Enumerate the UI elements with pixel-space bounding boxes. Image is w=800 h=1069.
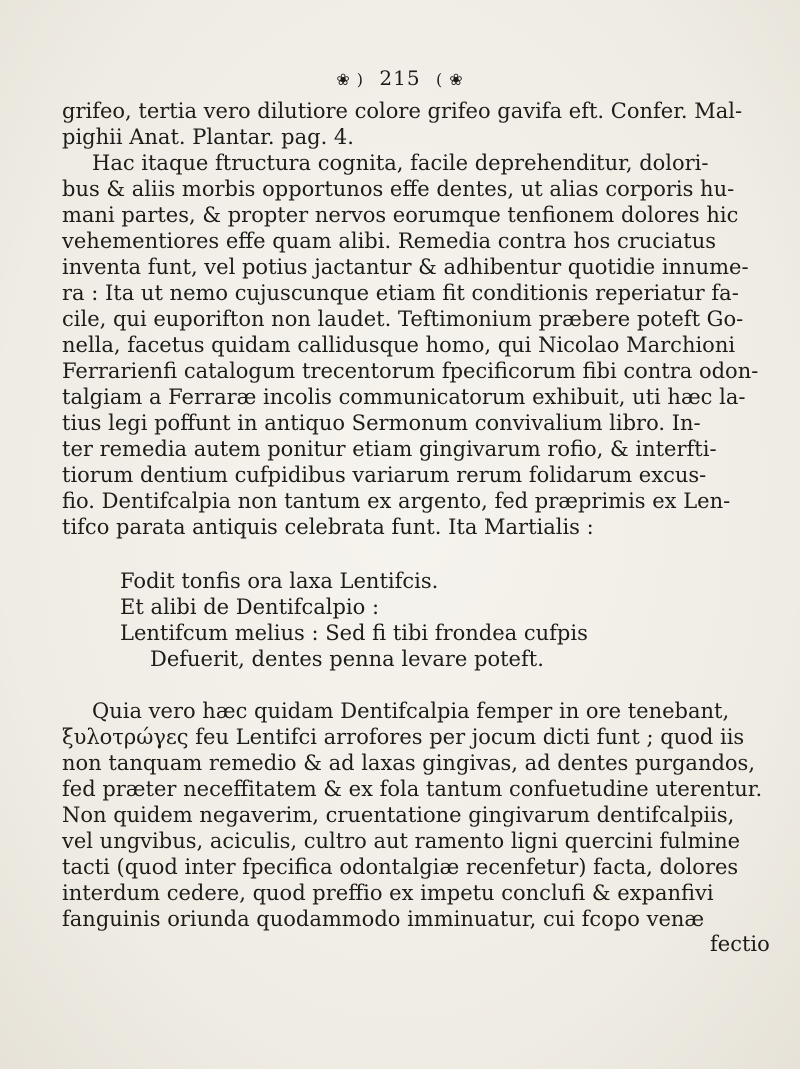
text-line: bus & aliis morbis opportunos effe dentes, ut alias corporis hu-: [62, 177, 735, 201]
text-line: Ferrarienfi catalogum trecentorum fpecificorum fibi contra odon-: [62, 359, 759, 383]
text-line: Hac itaque ftructura cognita, facile deprehenditur, dolori-: [92, 151, 709, 175]
text-line: tiorum dentium cufpidibus variarum rerum folidarum excus-: [62, 463, 707, 487]
text-line: ter remedia autem ponitur etiam gingivarum rofio, & interfti-: [62, 437, 717, 461]
page-number: 215: [379, 66, 421, 90]
text-line: talgiam a Ferraræ incolis communicatorum exhibuit, uti hæc la-: [62, 385, 746, 409]
verse-line: Et alibi de Dentifcalpio :: [120, 595, 380, 619]
text-line: mani partes, & propter nervos eorumque tenfionem dolores hic: [62, 203, 739, 227]
catchword: fectio: [710, 932, 770, 956]
text-line: interdum cedere, quod preffio ex impetu conclufi & expanfivi: [62, 881, 714, 905]
text-line: ξυλοτρώγες feu Lentifci arrofores per jocum dicti funt ; quod iis: [62, 725, 745, 749]
text-line: tius legi poffunt in antiquo Sermonum convivalium libro. In-: [62, 411, 701, 435]
text-line: cile, qui euporifton non laudet. Teftimonium præbere poteft Go-: [62, 307, 744, 331]
text-line: vel ungvibus, aciculis, cultro aut ramento ligni quercini fulmine: [62, 829, 741, 853]
verse-line: Defuerit, dentes penna levare poteft.: [150, 647, 544, 671]
text-line: ra : Ita ut nemo cujuscunque etiam fit conditionis reperiatur fa-: [62, 281, 739, 305]
ornament-right: ( ❀: [435, 70, 464, 89]
verse-line: Lentifcum melius : Sed fi tibi frondea cufpis: [120, 621, 588, 645]
text-line: grifeo, tertia vero dilutiore colore grifeo gavifa eft. Confer. Mal-: [62, 99, 743, 123]
text-line: tifco parata antiquis celebrata funt. Ita Martialis :: [62, 515, 594, 539]
ornament-left: ❀ ): [336, 70, 365, 89]
page-header: [0, 66, 800, 90]
text-line: fio. Dentifcalpia non tantum ex argento, fed præprimis ex Len-: [62, 489, 731, 513]
text-line: non tanquam remedio & ad laxas gingivas, ad dentes purgandos,: [62, 751, 756, 775]
text-line: pighii Anat. Plantar. pag. 4.: [62, 125, 354, 149]
text-line: fed præter neceffitatem & ex fola tantum confuetudine uterentur.: [62, 777, 763, 801]
text-line: fanguinis oriunda quodammodo imminuatur, cui fcopo venæ: [62, 907, 705, 931]
text-line: nella, facetus quidam callidusque homo, qui Nicolao Marchioni: [62, 333, 736, 357]
text-line: tacti (quod inter fpecifica odontalgiæ recenfetur) facta, dolores: [62, 855, 739, 879]
text-line: Quia vero hæc quidam Dentifcalpia femper in ore tenebant,: [92, 699, 730, 723]
text-line: inventa funt, vel potius jactantur & adhibentur quotidie innume-: [62, 255, 749, 279]
verse-line: Fodit tonfis ora laxa Lentifcis.: [120, 569, 439, 593]
text-line: Non quidem negaverim, cruentatione gingivarum dentifcalpiis,: [62, 803, 735, 827]
text-line: vehementiores effe quam alibi. Remedia contra hos cruciatus: [62, 229, 717, 253]
